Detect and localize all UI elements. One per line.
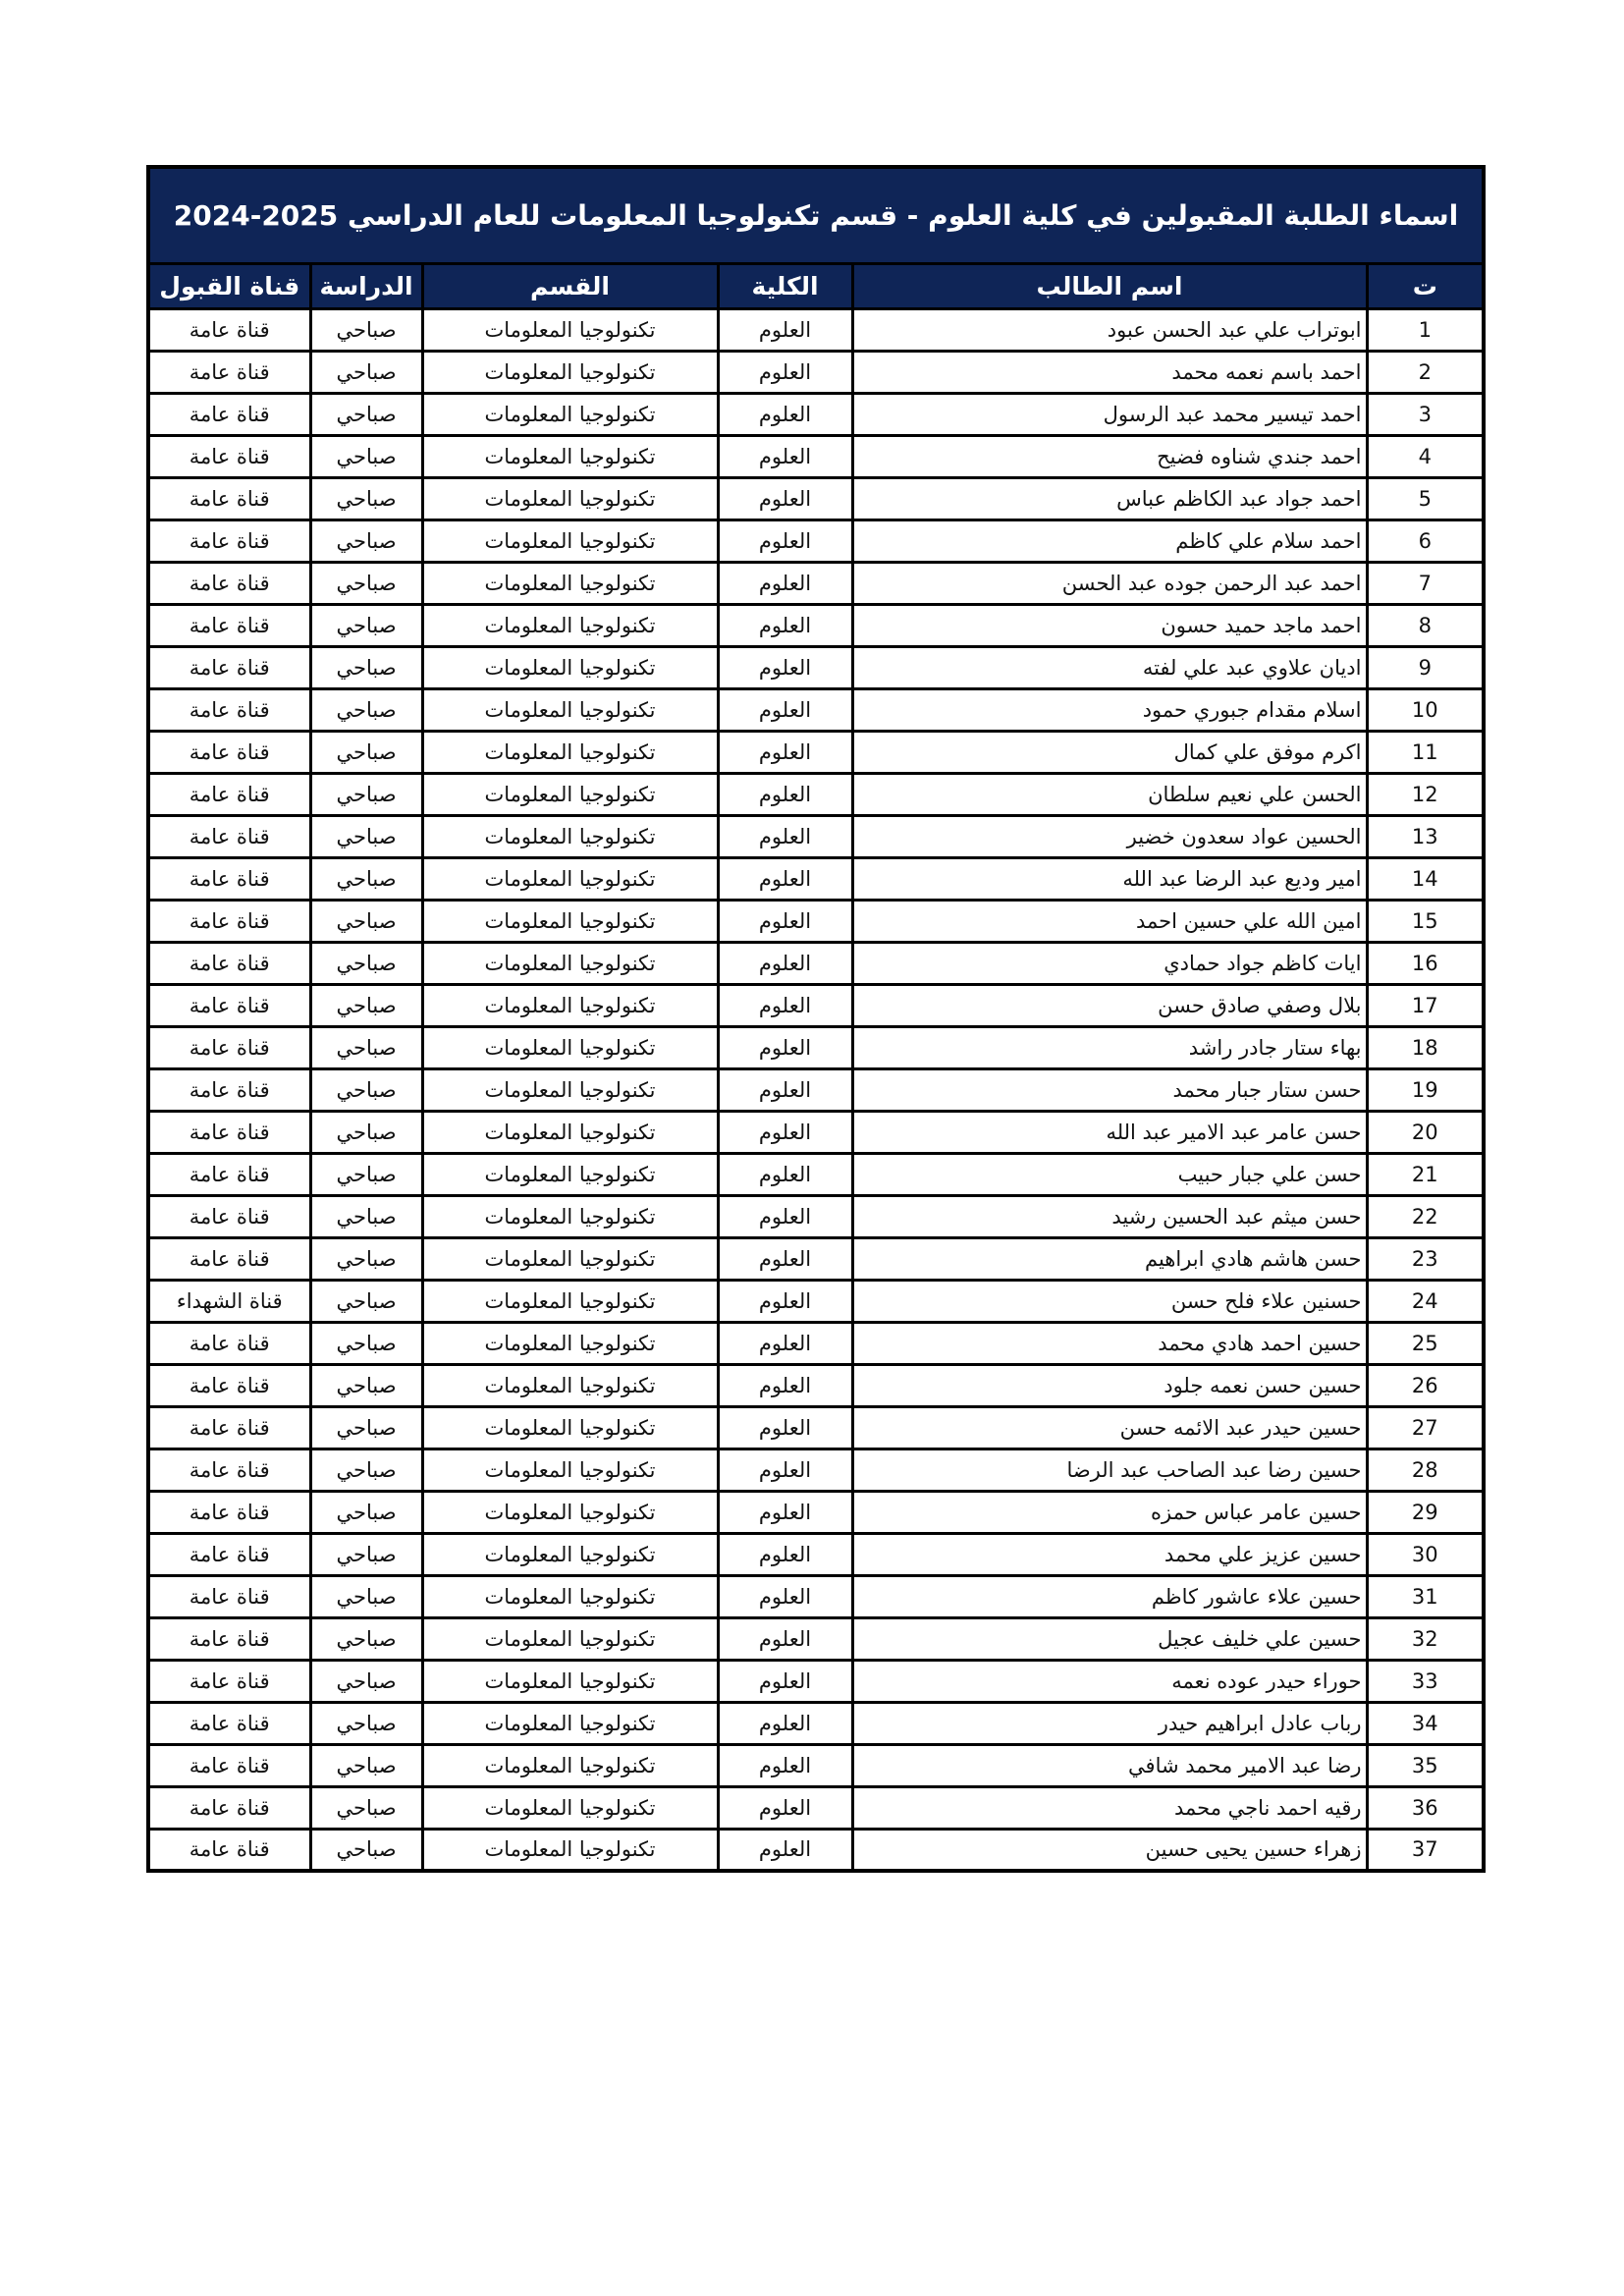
student-name-cell: حسن علي جبار حبيب [852, 1153, 1367, 1195]
student-name-cell: زهراء حسين يحيى حسين [852, 1829, 1367, 1871]
student-name-cell: حسن ستار جبار محمد [852, 1068, 1367, 1111]
department-cell: تكنولوجيا المعلومات [422, 477, 718, 519]
college-cell: العلوم [718, 984, 852, 1026]
admission-channel-cell: قناة عامة [148, 1322, 310, 1364]
college-cell: العلوم [718, 519, 852, 562]
row-index-cell: 33 [1367, 1660, 1484, 1702]
student-name-cell: الحسين عواد سعدون خضير [852, 815, 1367, 857]
study-type-cell: صباحي [310, 942, 422, 984]
table-row [148, 900, 1484, 942]
row-index-cell: 16 [1367, 942, 1484, 984]
admission-channel-cell: قناة عامة [148, 984, 310, 1026]
department-cell: تكنولوجيا المعلومات [422, 815, 718, 857]
study-type-cell: صباحي [310, 1575, 422, 1617]
study-type-cell: صباحي [310, 1617, 422, 1660]
row-index-cell: 37 [1367, 1829, 1484, 1871]
study-type-cell: صباحي [310, 308, 422, 351]
admission-channel-cell: قناة عامة [148, 477, 310, 519]
college-cell: العلوم [718, 942, 852, 984]
row-index-cell: 23 [1367, 1237, 1484, 1280]
college-cell: العلوم [718, 1195, 852, 1237]
row-index-cell: 32 [1367, 1617, 1484, 1660]
college-cell: العلوم [718, 1702, 852, 1744]
table-row [148, 1786, 1484, 1829]
department-cell: تكنولوجيا المعلومات [422, 1617, 718, 1660]
student-name-cell: حسين علاء عاشور كاظم [852, 1575, 1367, 1617]
department-cell: تكنولوجيا المعلومات [422, 1702, 718, 1744]
student-name-cell: حسنين علاء فلح حسن [852, 1280, 1367, 1322]
department-cell: تكنولوجيا المعلومات [422, 1829, 718, 1871]
college-cell: العلوم [718, 351, 852, 393]
study-type-cell: صباحي [310, 857, 422, 900]
table-row [148, 562, 1484, 604]
student-name-cell: امين الله علي حسين احمد [852, 900, 1367, 942]
college-cell: العلوم [718, 477, 852, 519]
study-type-cell: صباحي [310, 1237, 422, 1280]
student-name-cell: حسين حسن نعمه جلود [852, 1364, 1367, 1406]
row-index-cell: 35 [1367, 1744, 1484, 1786]
admission-channel-cell: قناة عامة [148, 519, 310, 562]
college-cell: العلوم [718, 688, 852, 731]
admission-channel-cell: قناة عامة [148, 1449, 310, 1491]
study-type-cell: صباحي [310, 1744, 422, 1786]
college-cell: العلوم [718, 435, 852, 477]
table-row [148, 435, 1484, 477]
admission-channel-cell: قناة الشهداء [148, 1280, 310, 1322]
admission-channel-cell: قناة عامة [148, 1575, 310, 1617]
student-name-cell: حوراء حيدر عوده نعمه [852, 1660, 1367, 1702]
study-type-cell: صباحي [310, 1660, 422, 1702]
table-row [148, 731, 1484, 773]
table-row [148, 477, 1484, 519]
department-cell: تكنولوجيا المعلومات [422, 1575, 718, 1617]
student-name-cell: حسين عزيز علي محمد [852, 1533, 1367, 1575]
student-name-cell: بهاء ستار جادر راشد [852, 1026, 1367, 1068]
study-type-cell: صباحي [310, 1153, 422, 1195]
admission-channel-cell: قناة عامة [148, 1533, 310, 1575]
student-name-cell: احمد عبد الرحمن جوده عبد الحسن [852, 562, 1367, 604]
table-row [148, 1026, 1484, 1068]
row-index-cell: 20 [1367, 1111, 1484, 1153]
row-index-cell: 3 [1367, 393, 1484, 435]
study-type-cell: صباحي [310, 604, 422, 646]
department-cell: تكنولوجيا المعلومات [422, 688, 718, 731]
college-cell: العلوم [718, 1617, 852, 1660]
department-cell: تكنولوجيا المعلومات [422, 1449, 718, 1491]
student-name-cell: حسين رضا عبد الصاحب عبد الرضا [852, 1449, 1367, 1491]
student-name-cell: حسن هاشم هادي ابراهيم [852, 1237, 1367, 1280]
department-cell: تكنولوجيا المعلومات [422, 942, 718, 984]
admission-channel-cell: قناة عامة [148, 351, 310, 393]
row-index-cell: 2 [1367, 351, 1484, 393]
table-row [148, 1449, 1484, 1491]
row-index-cell: 1 [1367, 308, 1484, 351]
table-row [148, 1364, 1484, 1406]
admission-channel-cell: قناة عامة [148, 1237, 310, 1280]
study-type-cell: صباحي [310, 1786, 422, 1829]
study-type-cell: صباحي [310, 1406, 422, 1449]
department-cell: تكنولوجيا المعلومات [422, 773, 718, 815]
department-cell: تكنولوجيا المعلومات [422, 900, 718, 942]
college-cell: العلوم [718, 1153, 852, 1195]
department-cell: تكنولوجيا المعلومات [422, 1068, 718, 1111]
row-index-cell: 21 [1367, 1153, 1484, 1195]
study-type-cell: صباحي [310, 900, 422, 942]
study-type-cell: صباحي [310, 1449, 422, 1491]
student-name-cell: الحسن علي نعيم سلطان [852, 773, 1367, 815]
study-type-cell: صباحي [310, 1702, 422, 1744]
college-cell: العلوم [718, 1786, 852, 1829]
study-type-cell: صباحي [310, 1195, 422, 1237]
table-row [148, 1322, 1484, 1364]
admission-channel-cell: قناة عامة [148, 562, 310, 604]
study-type-cell: صباحي [310, 1026, 422, 1068]
student-name-cell: رقيه احمد ناجي محمد [852, 1786, 1367, 1829]
row-index-cell: 17 [1367, 984, 1484, 1026]
admission-channel-cell: قناة عامة [148, 1617, 310, 1660]
admission-channel-cell: قناة عامة [148, 1786, 310, 1829]
table-row [148, 1068, 1484, 1111]
college-cell: العلوم [718, 1068, 852, 1111]
table-row [148, 1153, 1484, 1195]
table-row [148, 1195, 1484, 1237]
page-title: اسماء الطلبة المقبولين في كلية العلوم - قسم تكنولوجيا المعلومات للعام الدراسي 2025-2024 [148, 167, 1484, 263]
department-cell: تكنولوجيا المعلومات [422, 1111, 718, 1153]
student-name-cell: احمد تيسير محمد عبد الرسول [852, 393, 1367, 435]
study-type-cell: صباحي [310, 984, 422, 1026]
table-row [148, 646, 1484, 688]
college-cell: العلوم [718, 1575, 852, 1617]
row-index-cell: 18 [1367, 1026, 1484, 1068]
department-cell: تكنولوجيا المعلومات [422, 519, 718, 562]
row-index-cell: 10 [1367, 688, 1484, 731]
student-name-cell: احمد جندي شناوه فضيح [852, 435, 1367, 477]
row-index-cell: 8 [1367, 604, 1484, 646]
student-name-cell: احمد باسم نعمه محمد [852, 351, 1367, 393]
student-name-cell: اكرم موفق علي كمال [852, 731, 1367, 773]
study-type-cell: صباحي [310, 1364, 422, 1406]
study-type-cell: صباحي [310, 1533, 422, 1575]
college-cell: العلوم [718, 1449, 852, 1491]
study-type-cell: صباحي [310, 393, 422, 435]
table-row [148, 1491, 1484, 1533]
college-cell: العلوم [718, 857, 852, 900]
department-cell: تكنولوجيا المعلومات [422, 1280, 718, 1322]
admission-channel-cell: قناة عامة [148, 1026, 310, 1068]
admission-channel-cell: قناة عامة [148, 1829, 310, 1871]
department-cell: تكنولوجيا المعلومات [422, 1406, 718, 1449]
study-type-cell: صباحي [310, 519, 422, 562]
column-header-study: الدراسة [310, 263, 422, 308]
admission-channel-cell: قناة عامة [148, 308, 310, 351]
department-cell: تكنولوجيا المعلومات [422, 351, 718, 393]
table-row [148, 773, 1484, 815]
table-row [148, 604, 1484, 646]
admission-channel-cell: قناة عامة [148, 646, 310, 688]
student-name-cell: حسن عامر عبد الامير عبد الله [852, 1111, 1367, 1153]
college-cell: العلوم [718, 562, 852, 604]
student-name-cell: اديان علاوي عبد علي لفته [852, 646, 1367, 688]
college-cell: العلوم [718, 1533, 852, 1575]
admission-channel-cell: قناة عامة [148, 731, 310, 773]
row-index-cell: 29 [1367, 1491, 1484, 1533]
college-cell: العلوم [718, 900, 852, 942]
department-cell: تكنولوجيا المعلومات [422, 857, 718, 900]
department-cell: تكنولوجيا المعلومات [422, 1364, 718, 1406]
table-row [148, 1660, 1484, 1702]
table-row [148, 393, 1484, 435]
admission-channel-cell: قناة عامة [148, 1111, 310, 1153]
department-cell: تكنولوجيا المعلومات [422, 1660, 718, 1702]
department-cell: تكنولوجيا المعلومات [422, 1786, 718, 1829]
table-row [148, 1617, 1484, 1660]
student-name-cell: ابوتراب علي عبد الحسن عبود [852, 308, 1367, 351]
admission-channel-cell: قناة عامة [148, 900, 310, 942]
row-index-cell: 25 [1367, 1322, 1484, 1364]
row-index-cell: 36 [1367, 1786, 1484, 1829]
college-cell: العلوم [718, 1026, 852, 1068]
table-row [148, 308, 1484, 351]
department-cell: تكنولوجيا المعلومات [422, 1533, 718, 1575]
student-name-cell: احمد ماجد حميد حسون [852, 604, 1367, 646]
student-name-cell: حسين احمد هادي محمد [852, 1322, 1367, 1364]
student-name-cell: امير وديع عبد الرضا عبد الله [852, 857, 1367, 900]
student-name-cell: حسين علي خليف عجيل [852, 1617, 1367, 1660]
college-cell: العلوم [718, 1829, 852, 1871]
table-row [148, 1406, 1484, 1449]
row-index-cell: 5 [1367, 477, 1484, 519]
college-cell: العلوم [718, 604, 852, 646]
student-name-cell: رباب عادل ابراهيم حيدر [852, 1702, 1367, 1744]
table-row [148, 1829, 1484, 1871]
admission-channel-cell: قناة عامة [148, 857, 310, 900]
admission-channel-cell: قناة عامة [148, 773, 310, 815]
student-name-cell: حسين عامر عباس حمزه [852, 1491, 1367, 1533]
department-cell: تكنولوجيا المعلومات [422, 604, 718, 646]
study-type-cell: صباحي [310, 1280, 422, 1322]
student-name-cell: حسين حيدر عبد الائمه حسن [852, 1406, 1367, 1449]
study-type-cell: صباحي [310, 435, 422, 477]
table-row [148, 857, 1484, 900]
column-header-college: الكلية [718, 263, 852, 308]
admission-channel-cell: قناة عامة [148, 1068, 310, 1111]
study-type-cell: صباحي [310, 815, 422, 857]
department-cell: تكنولوجيا المعلومات [422, 435, 718, 477]
row-index-cell: 13 [1367, 815, 1484, 857]
column-header-index: ت [1367, 263, 1484, 308]
column-header-channel: قناة القبول [148, 263, 310, 308]
college-cell: العلوم [718, 1280, 852, 1322]
department-cell: تكنولوجيا المعلومات [422, 984, 718, 1026]
department-cell: تكنولوجيا المعلومات [422, 1195, 718, 1237]
study-type-cell: صباحي [310, 351, 422, 393]
table-row [148, 351, 1484, 393]
department-cell: تكنولوجيا المعلومات [422, 731, 718, 773]
row-index-cell: 15 [1367, 900, 1484, 942]
college-cell: العلوم [718, 1406, 852, 1449]
admission-channel-cell: قناة عامة [148, 1153, 310, 1195]
study-type-cell: صباحي [310, 731, 422, 773]
college-cell: العلوم [718, 1491, 852, 1533]
college-cell: العلوم [718, 731, 852, 773]
college-cell: العلوم [718, 1660, 852, 1702]
college-cell: العلوم [718, 1322, 852, 1364]
admission-channel-cell: قناة عامة [148, 1364, 310, 1406]
study-type-cell: صباحي [310, 477, 422, 519]
table-row [148, 519, 1484, 562]
admission-channel-cell: قناة عامة [148, 1491, 310, 1533]
study-type-cell: صباحي [310, 1111, 422, 1153]
department-cell: تكنولوجيا المعلومات [422, 393, 718, 435]
table-row [148, 1533, 1484, 1575]
college-cell: العلوم [718, 1744, 852, 1786]
table-row [148, 942, 1484, 984]
row-index-cell: 9 [1367, 646, 1484, 688]
row-index-cell: 24 [1367, 1280, 1484, 1322]
department-cell: تكنولوجيا المعلومات [422, 562, 718, 604]
table-row [148, 815, 1484, 857]
column-header-department: القسم [422, 263, 718, 308]
row-index-cell: 30 [1367, 1533, 1484, 1575]
student-name-cell: ايات كاظم جواد حمادي [852, 942, 1367, 984]
row-index-cell: 27 [1367, 1406, 1484, 1449]
table-row [148, 688, 1484, 731]
table-row [148, 1575, 1484, 1617]
document-sheet [150, 165, 1486, 1873]
college-cell: العلوم [718, 1111, 852, 1153]
table-header-row [148, 263, 1484, 308]
table-title-row [148, 167, 1484, 263]
department-cell: تكنولوجيا المعلومات [422, 1237, 718, 1280]
admission-channel-cell: قناة عامة [148, 1195, 310, 1237]
admission-channel-cell: قناة عامة [148, 1702, 310, 1744]
study-type-cell: صباحي [310, 773, 422, 815]
row-index-cell: 14 [1367, 857, 1484, 900]
admission-channel-cell: قناة عامة [148, 1744, 310, 1786]
students-table [146, 165, 1486, 1873]
study-type-cell: صباحي [310, 1491, 422, 1533]
table-row [148, 1280, 1484, 1322]
row-index-cell: 31 [1367, 1575, 1484, 1617]
student-name-cell: احمد سلام علي كاظم [852, 519, 1367, 562]
admission-channel-cell: قناة عامة [148, 1660, 310, 1702]
department-cell: تكنولوجيا المعلومات [422, 1491, 718, 1533]
study-type-cell: صباحي [310, 646, 422, 688]
college-cell: العلوم [718, 1364, 852, 1406]
department-cell: تكنولوجيا المعلومات [422, 308, 718, 351]
study-type-cell: صباحي [310, 1068, 422, 1111]
college-cell: العلوم [718, 1237, 852, 1280]
admission-channel-cell: قناة عامة [148, 604, 310, 646]
college-cell: العلوم [718, 646, 852, 688]
row-index-cell: 22 [1367, 1195, 1484, 1237]
study-type-cell: صباحي [310, 562, 422, 604]
table-row [148, 984, 1484, 1026]
study-type-cell: صباحي [310, 1829, 422, 1871]
row-index-cell: 34 [1367, 1702, 1484, 1744]
row-index-cell: 26 [1367, 1364, 1484, 1406]
student-name-cell: حسن ميثم عبد الحسين رشيد [852, 1195, 1367, 1237]
college-cell: العلوم [718, 393, 852, 435]
college-cell: العلوم [718, 773, 852, 815]
column-header-name: اسم الطالب [852, 263, 1367, 308]
table-row [148, 1237, 1484, 1280]
admission-channel-cell: قناة عامة [148, 393, 310, 435]
table-row [148, 1111, 1484, 1153]
department-cell: تكنولوجيا المعلومات [422, 1026, 718, 1068]
row-index-cell: 11 [1367, 731, 1484, 773]
admission-channel-cell: قناة عامة [148, 435, 310, 477]
row-index-cell: 7 [1367, 562, 1484, 604]
row-index-cell: 19 [1367, 1068, 1484, 1111]
table-row [148, 1744, 1484, 1786]
study-type-cell: صباحي [310, 688, 422, 731]
department-cell: تكنولوجيا المعلومات [422, 1153, 718, 1195]
row-index-cell: 28 [1367, 1449, 1484, 1491]
student-name-cell: بلال وصفي صادق حسن [852, 984, 1367, 1026]
table-row [148, 1702, 1484, 1744]
department-cell: تكنولوجيا المعلومات [422, 646, 718, 688]
admission-channel-cell: قناة عامة [148, 942, 310, 984]
college-cell: العلوم [718, 815, 852, 857]
department-cell: تكنولوجيا المعلومات [422, 1322, 718, 1364]
admission-channel-cell: قناة عامة [148, 815, 310, 857]
row-index-cell: 4 [1367, 435, 1484, 477]
student-name-cell: رضا عبد الامير محمد شافي [852, 1744, 1367, 1786]
study-type-cell: صباحي [310, 1322, 422, 1364]
department-cell: تكنولوجيا المعلومات [422, 1744, 718, 1786]
student-name-cell: احمد جواد عبد الكاظم عباس [852, 477, 1367, 519]
admission-channel-cell: قناة عامة [148, 688, 310, 731]
student-name-cell: اسلام مقدام جبوري حمود [852, 688, 1367, 731]
student-table-body [148, 308, 1484, 1871]
row-index-cell: 6 [1367, 519, 1484, 562]
admission-channel-cell: قناة عامة [148, 1406, 310, 1449]
college-cell: العلوم [718, 308, 852, 351]
row-index-cell: 12 [1367, 773, 1484, 815]
